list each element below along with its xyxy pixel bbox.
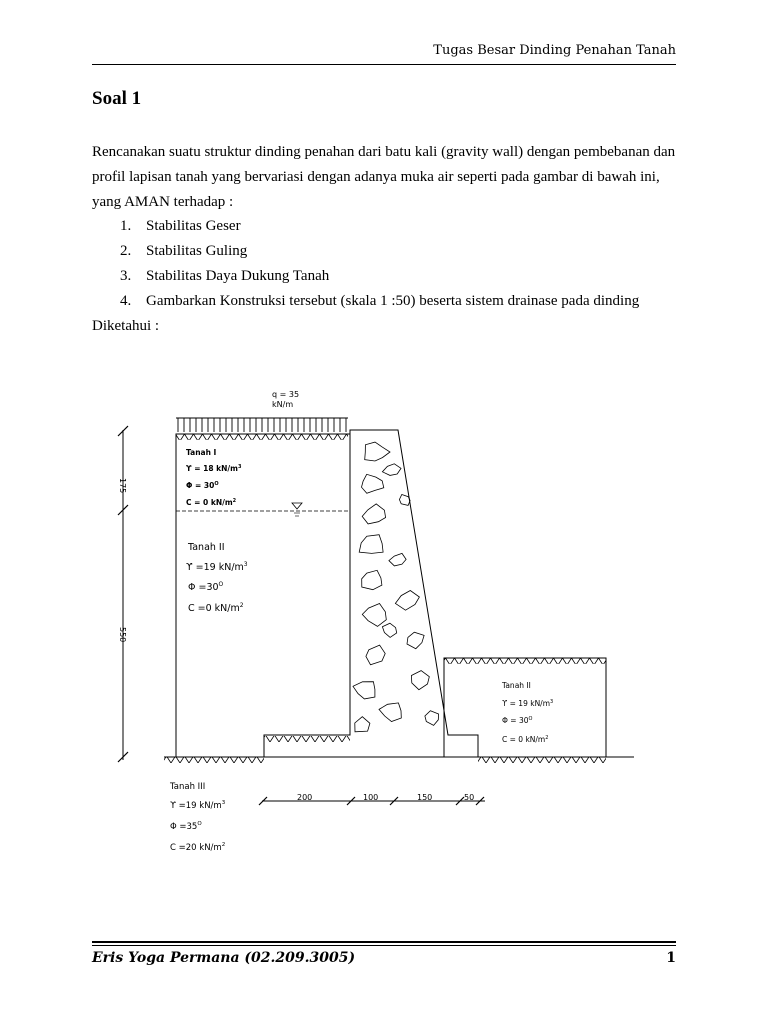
soil-cohesion: C =0 $kN/m^2$ bbox=[188, 602, 244, 614]
dim-label-100: 100 bbox=[363, 793, 379, 802]
gravity-wall bbox=[264, 430, 478, 757]
soil-label-tanah-3 bbox=[169, 782, 226, 853]
water-level-icon bbox=[292, 503, 302, 509]
list-number: 2. bbox=[120, 243, 132, 259]
base-hatch-left bbox=[164, 757, 264, 763]
soil-name: Tanah III bbox=[170, 782, 206, 792]
list-text: Stabilitas Guling bbox=[146, 243, 248, 259]
soil-label-tanah-2-right bbox=[501, 681, 553, 744]
soil-cohesion: C =20 $kN/m^2$ bbox=[170, 842, 226, 853]
footer-author: Eris Yoga Permana (02.209.3005) bbox=[92, 950, 356, 966]
list-text: Gambarkan Konstruksi tersebut (skala 1 :50) beserta sistem drainase pada dinding bbox=[146, 293, 640, 309]
list-text: Stabilitas Daya Dukung Tanah bbox=[146, 268, 330, 284]
load-label: q = 35 bbox=[272, 390, 300, 399]
list-number: 3. bbox=[120, 268, 132, 284]
list-number: 4. bbox=[120, 293, 132, 309]
soil-phi: $\Phi =30^O$ bbox=[188, 581, 224, 593]
front-ground-hatch bbox=[444, 658, 606, 664]
soil-label-tanah-2-left bbox=[186, 542, 248, 614]
page-number: 1 bbox=[666, 950, 676, 966]
vertical-dimension bbox=[118, 426, 128, 762]
list-text: Stabilitas Geser bbox=[146, 218, 241, 234]
given-label: Diketahui : bbox=[92, 318, 160, 334]
soil-phi: $\Phi = 30^O$ bbox=[502, 716, 533, 725]
soil-cohesion: C = 0 $kN/m^2$ bbox=[186, 498, 237, 507]
ground-hatch-top bbox=[176, 434, 348, 440]
soil-cohesion: C = 0 $kN/m^2$ bbox=[502, 735, 549, 744]
footer-rule bbox=[92, 941, 676, 943]
toe-hatch-left bbox=[264, 736, 350, 742]
dim-label-550: 550 bbox=[118, 627, 127, 643]
dim-label-175: 175 bbox=[118, 478, 127, 494]
soil-phi: $\Phi = 30^O$ bbox=[186, 481, 219, 490]
soil-name: Tanah II bbox=[502, 681, 531, 690]
soil-gamma: ϒ =19 $kN/m^3$ bbox=[170, 800, 226, 811]
load-unit: kN/m bbox=[272, 400, 294, 409]
surcharge-load bbox=[176, 418, 348, 432]
soil-phi: $\Phi =35^O$ bbox=[170, 821, 202, 832]
soil-gamma: ϒ = 18 $kN/m^3$ bbox=[186, 464, 242, 473]
header-title: Tugas Besar Dinding Penahan Tanah bbox=[433, 43, 676, 58]
problem-title: Soal 1 bbox=[92, 88, 142, 109]
soil-name: Tanah II bbox=[188, 542, 225, 553]
soil-label-tanah-1 bbox=[186, 448, 242, 507]
dim-label-150: 150 bbox=[417, 793, 433, 802]
base-hatch-right bbox=[478, 757, 606, 763]
dim-label-50: 50 bbox=[464, 793, 475, 802]
soil-gamma: ϒ =19 $kN/m^3$ bbox=[186, 561, 248, 573]
list-number: 1. bbox=[120, 218, 132, 234]
problem-intro: Rencanakan suatu struktur dinding penahan dari batu kali (gravity wall) dengan pembebanan dan profil lapisan tanah yang bervariasi dengan adanya muka air seperti pada gambar di bawah ini, yang AMAN terhadap : bbox=[92, 144, 676, 210]
dim-label-200: 200 bbox=[297, 793, 313, 802]
soil-gamma: ϒ = 19 $kN/m^3$ bbox=[502, 699, 554, 708]
soil-name: Tanah I bbox=[186, 448, 217, 457]
footer-rule-thin bbox=[92, 945, 676, 946]
